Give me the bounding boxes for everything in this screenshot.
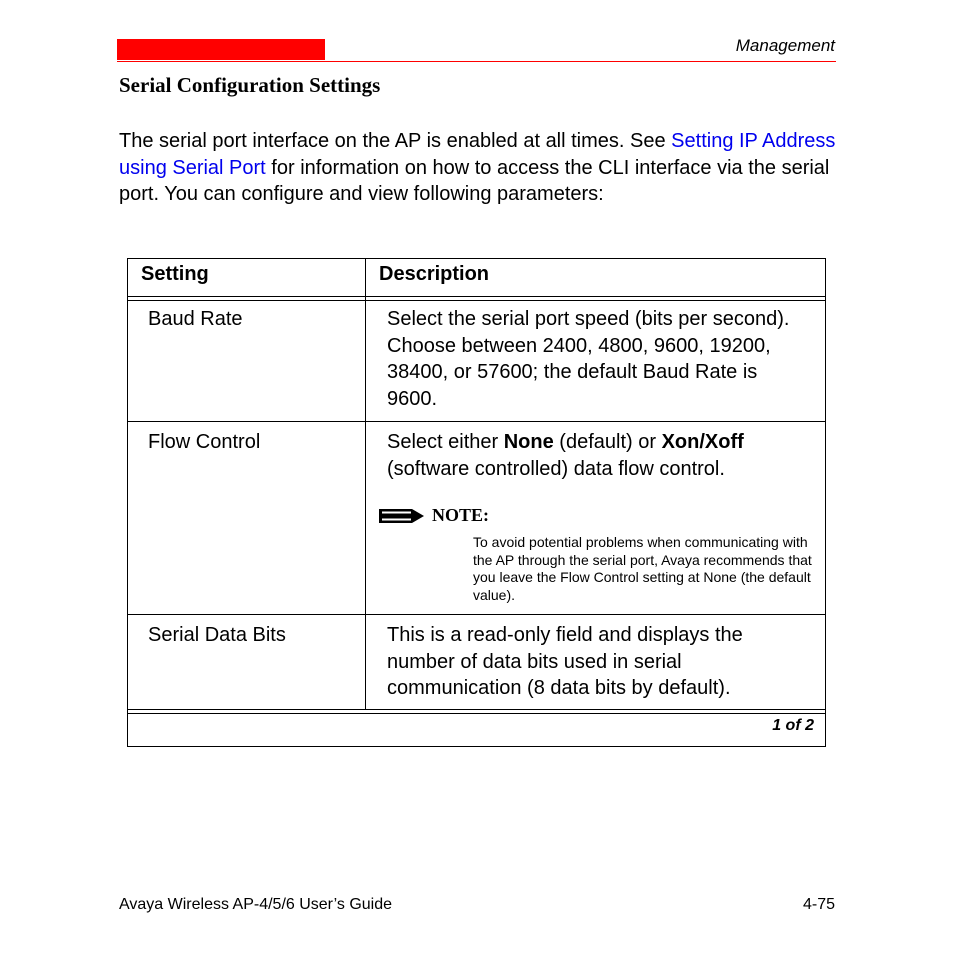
intro-text-before: The serial port interface on the AP is enabled at all times. See	[119, 130, 672, 152]
flow-desc-part: (default) or	[553, 431, 662, 453]
note-label: NOTE:	[432, 505, 490, 525]
header-description: Description	[379, 263, 490, 285]
row-baud-rate-setting: Baud Rate	[148, 308, 243, 330]
header-rule	[117, 61, 836, 62]
row-flow-control-setting: Flow Control	[148, 431, 261, 453]
flow-desc-part: Select either	[387, 431, 504, 453]
footer-guide-title: Avaya Wireless AP-4/5/6 User’s Guide	[119, 896, 393, 913]
page-title: Serial Configuration Settings	[119, 73, 381, 97]
row-flow-control-description	[387, 429, 807, 482]
header-rule-2	[128, 300, 825, 301]
column-divider	[365, 259, 366, 709]
table-bottom-rule-1	[128, 709, 825, 710]
footer-page-number: 4-75	[802, 896, 835, 913]
note-pencil-icon	[378, 506, 426, 526]
row-serial-data-bits-setting: Serial Data Bits	[148, 624, 286, 646]
row-serial-data-bits-description: This is a read-only field and displays the number of data bits used in serial communication (8 data bits by default).	[387, 624, 743, 699]
header-setting: Setting	[141, 263, 209, 285]
note-heading	[378, 505, 489, 526]
intro-text-after: for information on how to access the CLI interface via the serial port. You can configure and view following parameters:	[119, 156, 830, 205]
flow-desc-part: (software controlled) data flow control.	[387, 457, 725, 480]
intro-paragraph	[119, 128, 839, 208]
note-text: To avoid potential problems when communicating with the AP through the serial port, Avaya recommends that you leave the Flow Control setting at None (the default value).	[473, 534, 812, 604]
row-divider-1	[128, 421, 825, 422]
flow-option-xon-xoff: Xon/Xoff	[661, 431, 744, 453]
row-divider-2	[128, 614, 825, 615]
table-bottom-rule-2	[128, 713, 825, 714]
row-baud-rate-description: Select the serial port speed (bits per second). Choose between 2400, 4800, 9600, 19200, 38400, or 57600; the default Baud Rate is 9600.	[387, 308, 790, 410]
table-page-indicator: 1 of 2	[772, 717, 814, 734]
header-section-name: Management	[735, 36, 835, 55]
header-red-bar	[117, 39, 325, 60]
serial-port-link[interactable]: Setting IP Address using Serial Port	[119, 130, 836, 179]
flow-option-none: None	[503, 431, 554, 453]
header-rule-1	[128, 296, 825, 297]
settings-table	[127, 258, 826, 747]
